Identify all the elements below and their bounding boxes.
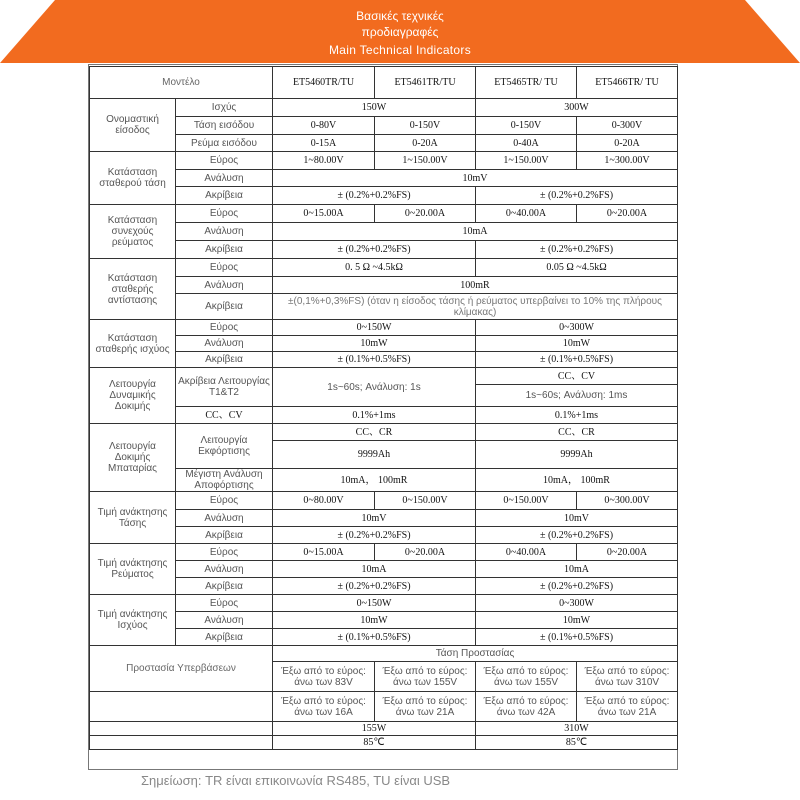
table-row: [90, 67, 678, 99]
footnote: Σημείωση: TR είναι επικοινωνία RS485, TU είναι USB: [141, 773, 451, 788]
current-value: 0-40A: [476, 135, 577, 152]
cc-range-value: 0~20.00A: [375, 205, 476, 223]
cp-range-value: 0~300W: [476, 320, 678, 336]
p-read-acc-value: ± (0.1%+0.5%FS): [273, 629, 476, 646]
rated-input-label: Ονομαστική είσοδος: [90, 99, 176, 152]
voltage-value: 0-150V: [375, 117, 476, 135]
table-row: [90, 241, 678, 259]
cr-mode-label: Κατάσταση σταθερής αντίστασης: [90, 259, 176, 320]
cv-mode-label: Κατάσταση σταθερού τάση: [90, 152, 176, 205]
cv-range-value: 1~300.00V: [577, 152, 678, 170]
table-row: [90, 424, 678, 441]
table-row: [90, 170, 678, 187]
voltage-value: 0-300V: [577, 117, 678, 135]
cc-range-value: 0~15.00A: [273, 205, 375, 223]
p-read-res-label: Ανάλυση: [176, 612, 273, 629]
header-banner: [0, 0, 800, 63]
power-readback-label: Τιμή ανάκτησης Ισχύος: [90, 595, 176, 646]
cp-acc-value: ± (0.1%+0.5%FS): [273, 352, 476, 368]
i-read-res-value: 10mA: [273, 561, 476, 578]
v-read-res-value: 10mV: [476, 510, 678, 527]
ocp-value: Έξω από το εύρος: άνω των 21A: [375, 692, 476, 722]
table-row: [90, 99, 678, 117]
cc-range-value: 0~40.00A: [476, 205, 577, 223]
battery-capacity-value: 9999Ah: [273, 441, 476, 469]
i-read-acc-value: ± (0.2%+0.2%FS): [476, 578, 678, 595]
cr-range-label: Εύρος: [176, 259, 273, 277]
i-read-range-value: 0~40.00A: [476, 544, 577, 561]
table-row: [90, 722, 678, 736]
v-read-res-label: Ανάλυση: [176, 510, 273, 527]
cr-acc-value: ±(0,1%+0,3%FS) (όταν η είσοδος τάσης ή ρεύματος υπερβαίνει το 10% της πλήρους κλίμακας): [273, 294, 678, 320]
discharge-mode-value: CC、CR: [476, 424, 678, 441]
v-read-acc-label: Ακρίβεια: [176, 527, 273, 544]
table-row: [90, 561, 678, 578]
i-read-range-label: Εύρος: [176, 544, 273, 561]
current-value: 0-20A: [375, 135, 476, 152]
dynamic-acc-value: 0.1%+1ms: [476, 407, 678, 424]
current-value: 0-15A: [273, 135, 375, 152]
ovp-value: Έξω από το εύρος: άνω των 155V: [375, 662, 476, 692]
table-row: [90, 205, 678, 223]
table-row: [90, 544, 678, 561]
table-row: [90, 187, 678, 205]
ovp-label: Τάση Προστασίας: [273, 646, 678, 662]
dynamic-t-label: Ακρίβεια Λειτουργίας Τ1&Τ2: [176, 368, 273, 407]
model-label: Μοντέλο: [90, 67, 273, 99]
ovp-value: Έξω από το εύρος: άνω των 83V: [273, 662, 375, 692]
protection-blank: [90, 736, 273, 750]
cc-range-value: 0~20.00A: [577, 205, 678, 223]
i-read-res-label: Ανάλυση: [176, 561, 273, 578]
model-et5460: ET5460TR/TU: [273, 67, 375, 99]
table-row: [90, 510, 678, 527]
v-read-range-value: 0~300.00V: [577, 492, 678, 510]
input-current-label: Ρεύμα εισόδου: [176, 135, 273, 152]
cp-range-value: 0~150W: [273, 320, 476, 336]
dynamic-mode-value: CC、CV: [176, 407, 273, 424]
voltage-readback-label: Τιμή ανάκτησης Τάσης: [90, 492, 176, 544]
ovp-value: Έξω από το εύρος: άνω των 310V: [577, 662, 678, 692]
v-read-res-value: 10mV: [273, 510, 476, 527]
otp-value: 85℃: [476, 736, 678, 750]
power-value: 150W: [273, 99, 476, 117]
table-row: [90, 492, 678, 510]
ocp-value: Έξω από το εύρος: άνω των 21A: [577, 692, 678, 722]
discharge-mode-label: Λειτουργία Εκφόρτισης: [176, 424, 273, 469]
table-row: [90, 527, 678, 544]
table-row: [90, 135, 678, 152]
cv-acc-value: ± (0.2%+0.2%FS): [476, 187, 678, 205]
cp-res-value: 10mW: [273, 336, 476, 352]
ocp-value: Έξω από το εύρος: άνω των 42A: [476, 692, 577, 722]
table-row: [90, 117, 678, 135]
power-label: Ισχύς: [176, 99, 273, 117]
v-read-range-value: 0~80.00V: [273, 492, 375, 510]
table-row: [90, 736, 678, 750]
battery-max-res-label: Μέγιστη Ανάλυση Αποφόρτισης: [176, 469, 273, 492]
i-read-acc-label: Ακρίβεια: [176, 578, 273, 595]
v-read-range-value: 0~150.00V: [375, 492, 476, 510]
dynamic-test-label: Λειτουργία Δυναμικής Δοκιμής: [90, 368, 176, 424]
cr-range-value: 0.05 Ω ~4.5kΩ: [476, 259, 678, 277]
dynamic-t-value: 1s~60s; Ανάλυση: 1s: [273, 368, 476, 407]
cr-res-value: 100mR: [273, 277, 678, 294]
table-row: [90, 320, 678, 336]
model-et5465: ET5465TR/ TU: [476, 67, 577, 99]
model-et5466: ET5466TR/ TU: [577, 67, 678, 99]
cv-range-value: 1~80.00V: [273, 152, 375, 170]
p-read-range-value: 0~150W: [273, 595, 476, 612]
table-row: [90, 277, 678, 294]
i-read-range-value: 0~20.00A: [375, 544, 476, 561]
table-row: [90, 259, 678, 277]
cp-mode-label: Κατάσταση σταθερής ισχύος: [90, 320, 176, 368]
cc-mode-label: Κατάσταση συνεχούς ρεύματος: [90, 205, 176, 259]
p-read-res-value: 10mW: [476, 612, 678, 629]
table-row: [90, 595, 678, 612]
cr-res-label: Ανάλυση: [176, 277, 273, 294]
cc-acc-value: ± (0.2%+0.2%FS): [273, 241, 476, 259]
p-read-acc-label: Ακρίβεια: [176, 629, 273, 646]
ovp-value: Έξω από το εύρος: άνω των 155V: [476, 662, 577, 692]
p-read-res-value: 10mW: [273, 612, 476, 629]
spec-table: [89, 66, 678, 750]
table-row: [90, 629, 678, 646]
cr-range-value: 0. 5 Ω ~4.5kΩ: [273, 259, 476, 277]
p-read-acc-value: ± (0.1%+0.5%FS): [476, 629, 678, 646]
table-row: [90, 469, 678, 492]
table-row: [90, 646, 678, 662]
banner-title-english: Main Technical Indicators: [328, 43, 471, 57]
table-row: [90, 578, 678, 595]
cc-acc-value: ± (0.2%+0.2%FS): [476, 241, 678, 259]
protection-blank: [90, 722, 273, 736]
cv-range-value: 1~150.00V: [375, 152, 476, 170]
cc-res-label: Ανάλυση: [176, 223, 273, 241]
v-read-acc-value: ± (0.2%+0.2%FS): [476, 527, 678, 544]
opp-value: 310W: [476, 722, 678, 736]
p-read-range-value: 0~300W: [476, 595, 678, 612]
table-row: [90, 368, 678, 385]
v-read-range-value: 0~150.00V: [476, 492, 577, 510]
opp-value: 155W: [273, 722, 476, 736]
i-read-range-value: 0~20.00A: [577, 544, 678, 561]
cc-res-value: 10mA: [273, 223, 678, 241]
power-value: 300W: [476, 99, 678, 117]
ocp-value: Έξω από το εύρος: άνω των 16A: [273, 692, 375, 722]
voltage-value: 0-150V: [476, 117, 577, 135]
table-row: [90, 294, 678, 320]
table-row: [90, 336, 678, 352]
discharge-mode-value: CC、CR: [273, 424, 476, 441]
cr-acc-label: Ακρίβεια: [176, 294, 273, 320]
cp-res-label: Ανάλυση: [176, 336, 273, 352]
i-read-range-value: 0~15.00A: [273, 544, 375, 561]
p-read-range-label: Εύρος: [176, 595, 273, 612]
protection-blank: [90, 692, 273, 722]
v-read-acc-value: ± (0.2%+0.2%FS): [273, 527, 476, 544]
battery-res-value: 10mA， 100mR: [273, 469, 476, 492]
v-read-range-label: Εύρος: [176, 492, 273, 510]
table-row: [90, 223, 678, 241]
dynamic-t-value: 1s~60s; Ανάλυση: 1ms: [476, 385, 678, 407]
current-value: 0-20A: [577, 135, 678, 152]
protection-label: Προστασία Υπερβάσεων: [90, 646, 273, 692]
cv-range-label: Εύρος: [176, 152, 273, 170]
cp-acc-label: Ακρίβεια: [176, 352, 273, 368]
input-voltage-label: Τάση εισόδου: [176, 117, 273, 135]
cc-range-label: Εύρος: [176, 205, 273, 223]
table-row: [90, 407, 678, 424]
battery-res-value: 10mA， 100mR: [476, 469, 678, 492]
i-read-acc-value: ± (0.2%+0.2%FS): [273, 578, 476, 595]
dynamic-mode-value: CC、CV: [476, 368, 678, 385]
table-row: [90, 612, 678, 629]
banner-title-line1: Βασικές τεχνικές: [356, 9, 444, 23]
battery-test-label: Λειτουργία Δοκιμής Μπαταρίας: [90, 424, 176, 492]
cp-acc-value: ± (0.1%+0.5%FS): [476, 352, 678, 368]
cp-range-label: Εύρος: [176, 320, 273, 336]
cv-acc-label: Ακρίβεια: [176, 187, 273, 205]
banner-title-line2: προδιαγραφές: [361, 25, 439, 39]
table-row: [90, 352, 678, 368]
cp-res-value: 10mW: [476, 336, 678, 352]
otp-value: 85℃: [273, 736, 476, 750]
i-read-res-value: 10mA: [476, 561, 678, 578]
cv-res-value: 10mV: [273, 170, 678, 187]
table-row: [90, 152, 678, 170]
current-readback-label: Τιμή ανάκτησης Ρεύματος: [90, 544, 176, 595]
table-row: [90, 692, 678, 722]
dynamic-acc-value: 0.1%+1ms: [273, 407, 476, 424]
cv-acc-value: ± (0.2%+0.2%FS): [273, 187, 476, 205]
cv-res-label: Ανάλυση: [176, 170, 273, 187]
cc-acc-label: Ακρίβεια: [176, 241, 273, 259]
battery-capacity-value: 9999Ah: [476, 441, 678, 469]
voltage-value: 0-80V: [273, 117, 375, 135]
model-et5461: ET5461TR/TU: [375, 67, 476, 99]
cv-range-value: 1~150.00V: [476, 152, 577, 170]
